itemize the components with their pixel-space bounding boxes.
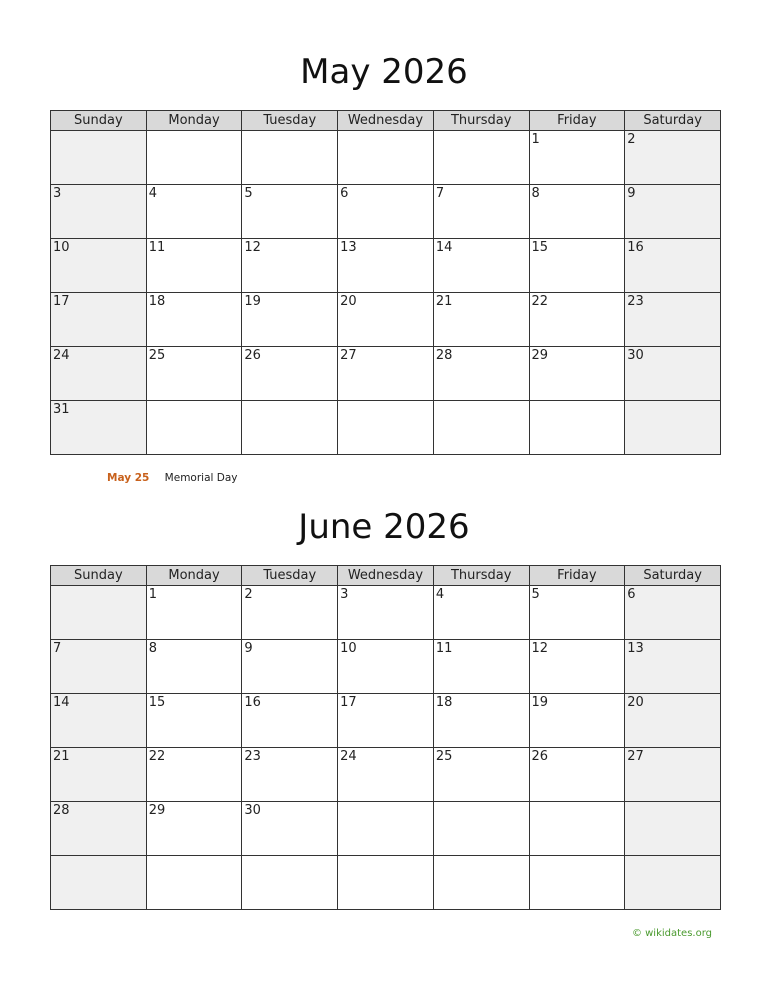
day-cell[interactable]: 24 — [338, 748, 434, 802]
day-cell[interactable] — [338, 401, 434, 455]
day-cell[interactable]: 15 — [146, 694, 242, 748]
week-row — [51, 856, 721, 910]
day-cell[interactable] — [242, 401, 338, 455]
month-title-june: June 2026 — [298, 507, 470, 547]
day-cell[interactable] — [433, 802, 529, 856]
week-row — [51, 401, 721, 455]
day-cell[interactable]: 19 — [529, 694, 625, 748]
weekday-header: Friday — [529, 111, 625, 131]
day-cell[interactable]: 14 — [51, 694, 147, 748]
day-cell[interactable]: 19 — [242, 293, 338, 347]
day-cell[interactable] — [51, 586, 147, 640]
day-cell[interactable] — [625, 401, 721, 455]
day-cell[interactable]: 2 — [625, 131, 721, 185]
weekday-header: Tuesday — [242, 566, 338, 586]
day-cell[interactable]: 11 — [146, 239, 242, 293]
day-cell[interactable]: 5 — [529, 586, 625, 640]
day-cell[interactable]: 9 — [242, 640, 338, 694]
day-cell[interactable]: 27 — [625, 748, 721, 802]
day-cell[interactable] — [529, 856, 625, 910]
day-cell[interactable]: 1 — [529, 131, 625, 185]
day-cell[interactable]: 25 — [146, 347, 242, 401]
day-cell[interactable]: 6 — [625, 586, 721, 640]
day-cell[interactable]: 13 — [338, 239, 434, 293]
day-cell[interactable]: 28 — [433, 347, 529, 401]
day-cell[interactable]: 6 — [338, 185, 434, 239]
day-cell[interactable]: 21 — [433, 293, 529, 347]
weekday-header: Thursday — [433, 111, 529, 131]
day-cell[interactable]: 8 — [529, 185, 625, 239]
day-cell[interactable]: 1 — [146, 586, 242, 640]
day-cell[interactable]: 7 — [433, 185, 529, 239]
week-row — [51, 185, 721, 239]
day-cell[interactable] — [338, 802, 434, 856]
day-cell[interactable]: 3 — [338, 586, 434, 640]
day-cell[interactable]: 11 — [433, 640, 529, 694]
day-cell[interactable]: 16 — [625, 239, 721, 293]
week-row — [51, 239, 721, 293]
weekday-header: Tuesday — [242, 111, 338, 131]
day-cell[interactable] — [625, 802, 721, 856]
weekday-header: Wednesday — [338, 566, 434, 586]
day-cell[interactable]: 31 — [51, 401, 147, 455]
day-cell[interactable]: 18 — [433, 694, 529, 748]
week-row — [51, 586, 721, 640]
day-cell[interactable]: 14 — [433, 239, 529, 293]
day-cell[interactable] — [529, 802, 625, 856]
holiday-list — [107, 471, 238, 485]
weekday-header-row — [51, 566, 721, 586]
day-cell[interactable]: 7 — [51, 640, 147, 694]
day-cell[interactable] — [146, 131, 242, 185]
day-cell[interactable]: 4 — [146, 185, 242, 239]
day-cell[interactable] — [529, 401, 625, 455]
day-cell[interactable]: 22 — [146, 748, 242, 802]
day-cell[interactable]: 2 — [242, 586, 338, 640]
day-cell[interactable] — [338, 131, 434, 185]
day-cell[interactable]: 22 — [529, 293, 625, 347]
weekday-header: Monday — [146, 111, 242, 131]
month-title-may: May 2026 — [300, 52, 468, 92]
day-cell[interactable] — [433, 131, 529, 185]
holiday-date: May 25 — [107, 472, 150, 484]
week-row — [51, 802, 721, 856]
week-row — [51, 131, 721, 185]
day-cell[interactable]: 12 — [242, 239, 338, 293]
day-cell[interactable]: 9 — [625, 185, 721, 239]
holiday-name: Memorial Day — [164, 472, 238, 484]
day-cell[interactable] — [338, 856, 434, 910]
day-cell[interactable] — [242, 131, 338, 185]
day-cell[interactable]: 28 — [51, 802, 147, 856]
calendar-grid-june — [50, 565, 721, 910]
day-cell[interactable]: 29 — [529, 347, 625, 401]
weekday-header: Thursday — [433, 566, 529, 586]
day-cell[interactable] — [146, 401, 242, 455]
day-cell[interactable]: 27 — [338, 347, 434, 401]
day-cell[interactable]: 4 — [433, 586, 529, 640]
day-cell[interactable]: 17 — [51, 293, 147, 347]
day-cell[interactable]: 16 — [242, 694, 338, 748]
day-cell[interactable] — [242, 856, 338, 910]
day-cell[interactable]: 12 — [529, 640, 625, 694]
day-cell[interactable] — [51, 131, 147, 185]
day-cell[interactable]: 20 — [338, 293, 434, 347]
weekday-header: Saturday — [625, 566, 721, 586]
calendar-grid-may — [50, 110, 721, 455]
day-cell[interactable]: 23 — [625, 293, 721, 347]
week-row — [51, 640, 721, 694]
weekday-header: Monday — [146, 566, 242, 586]
day-cell[interactable]: 26 — [529, 748, 625, 802]
day-cell[interactable]: 5 — [242, 185, 338, 239]
day-cell[interactable]: 24 — [51, 347, 147, 401]
day-cell[interactable]: 23 — [242, 748, 338, 802]
week-row — [51, 347, 721, 401]
weekday-header: Sunday — [51, 111, 147, 131]
week-row — [51, 748, 721, 802]
day-cell[interactable]: 13 — [625, 640, 721, 694]
footer-credit[interactable]: © wikidates.org — [631, 928, 712, 939]
day-cell[interactable] — [433, 856, 529, 910]
day-cell[interactable]: 20 — [625, 694, 721, 748]
day-cell[interactable] — [625, 856, 721, 910]
day-cell[interactable] — [51, 856, 147, 910]
day-cell[interactable]: 10 — [51, 239, 147, 293]
day-cell[interactable]: 8 — [146, 640, 242, 694]
week-row — [51, 293, 721, 347]
day-cell[interactable]: 17 — [338, 694, 434, 748]
day-cell[interactable]: 25 — [433, 748, 529, 802]
day-cell[interactable] — [433, 401, 529, 455]
day-cell[interactable]: 15 — [529, 239, 625, 293]
weekday-header: Wednesday — [338, 111, 434, 131]
day-cell[interactable]: 3 — [51, 185, 147, 239]
day-cell[interactable]: 30 — [242, 802, 338, 856]
week-row — [51, 694, 721, 748]
day-cell[interactable]: 21 — [51, 748, 147, 802]
weekday-header-row — [51, 111, 721, 131]
day-cell[interactable] — [146, 856, 242, 910]
weekday-header: Sunday — [51, 566, 147, 586]
day-cell[interactable]: 30 — [625, 347, 721, 401]
day-cell[interactable]: 26 — [242, 347, 338, 401]
weekday-header: Saturday — [625, 111, 721, 131]
day-cell[interactable]: 29 — [146, 802, 242, 856]
weekday-header: Friday — [529, 566, 625, 586]
day-cell[interactable]: 10 — [338, 640, 434, 694]
day-cell[interactable]: 18 — [146, 293, 242, 347]
